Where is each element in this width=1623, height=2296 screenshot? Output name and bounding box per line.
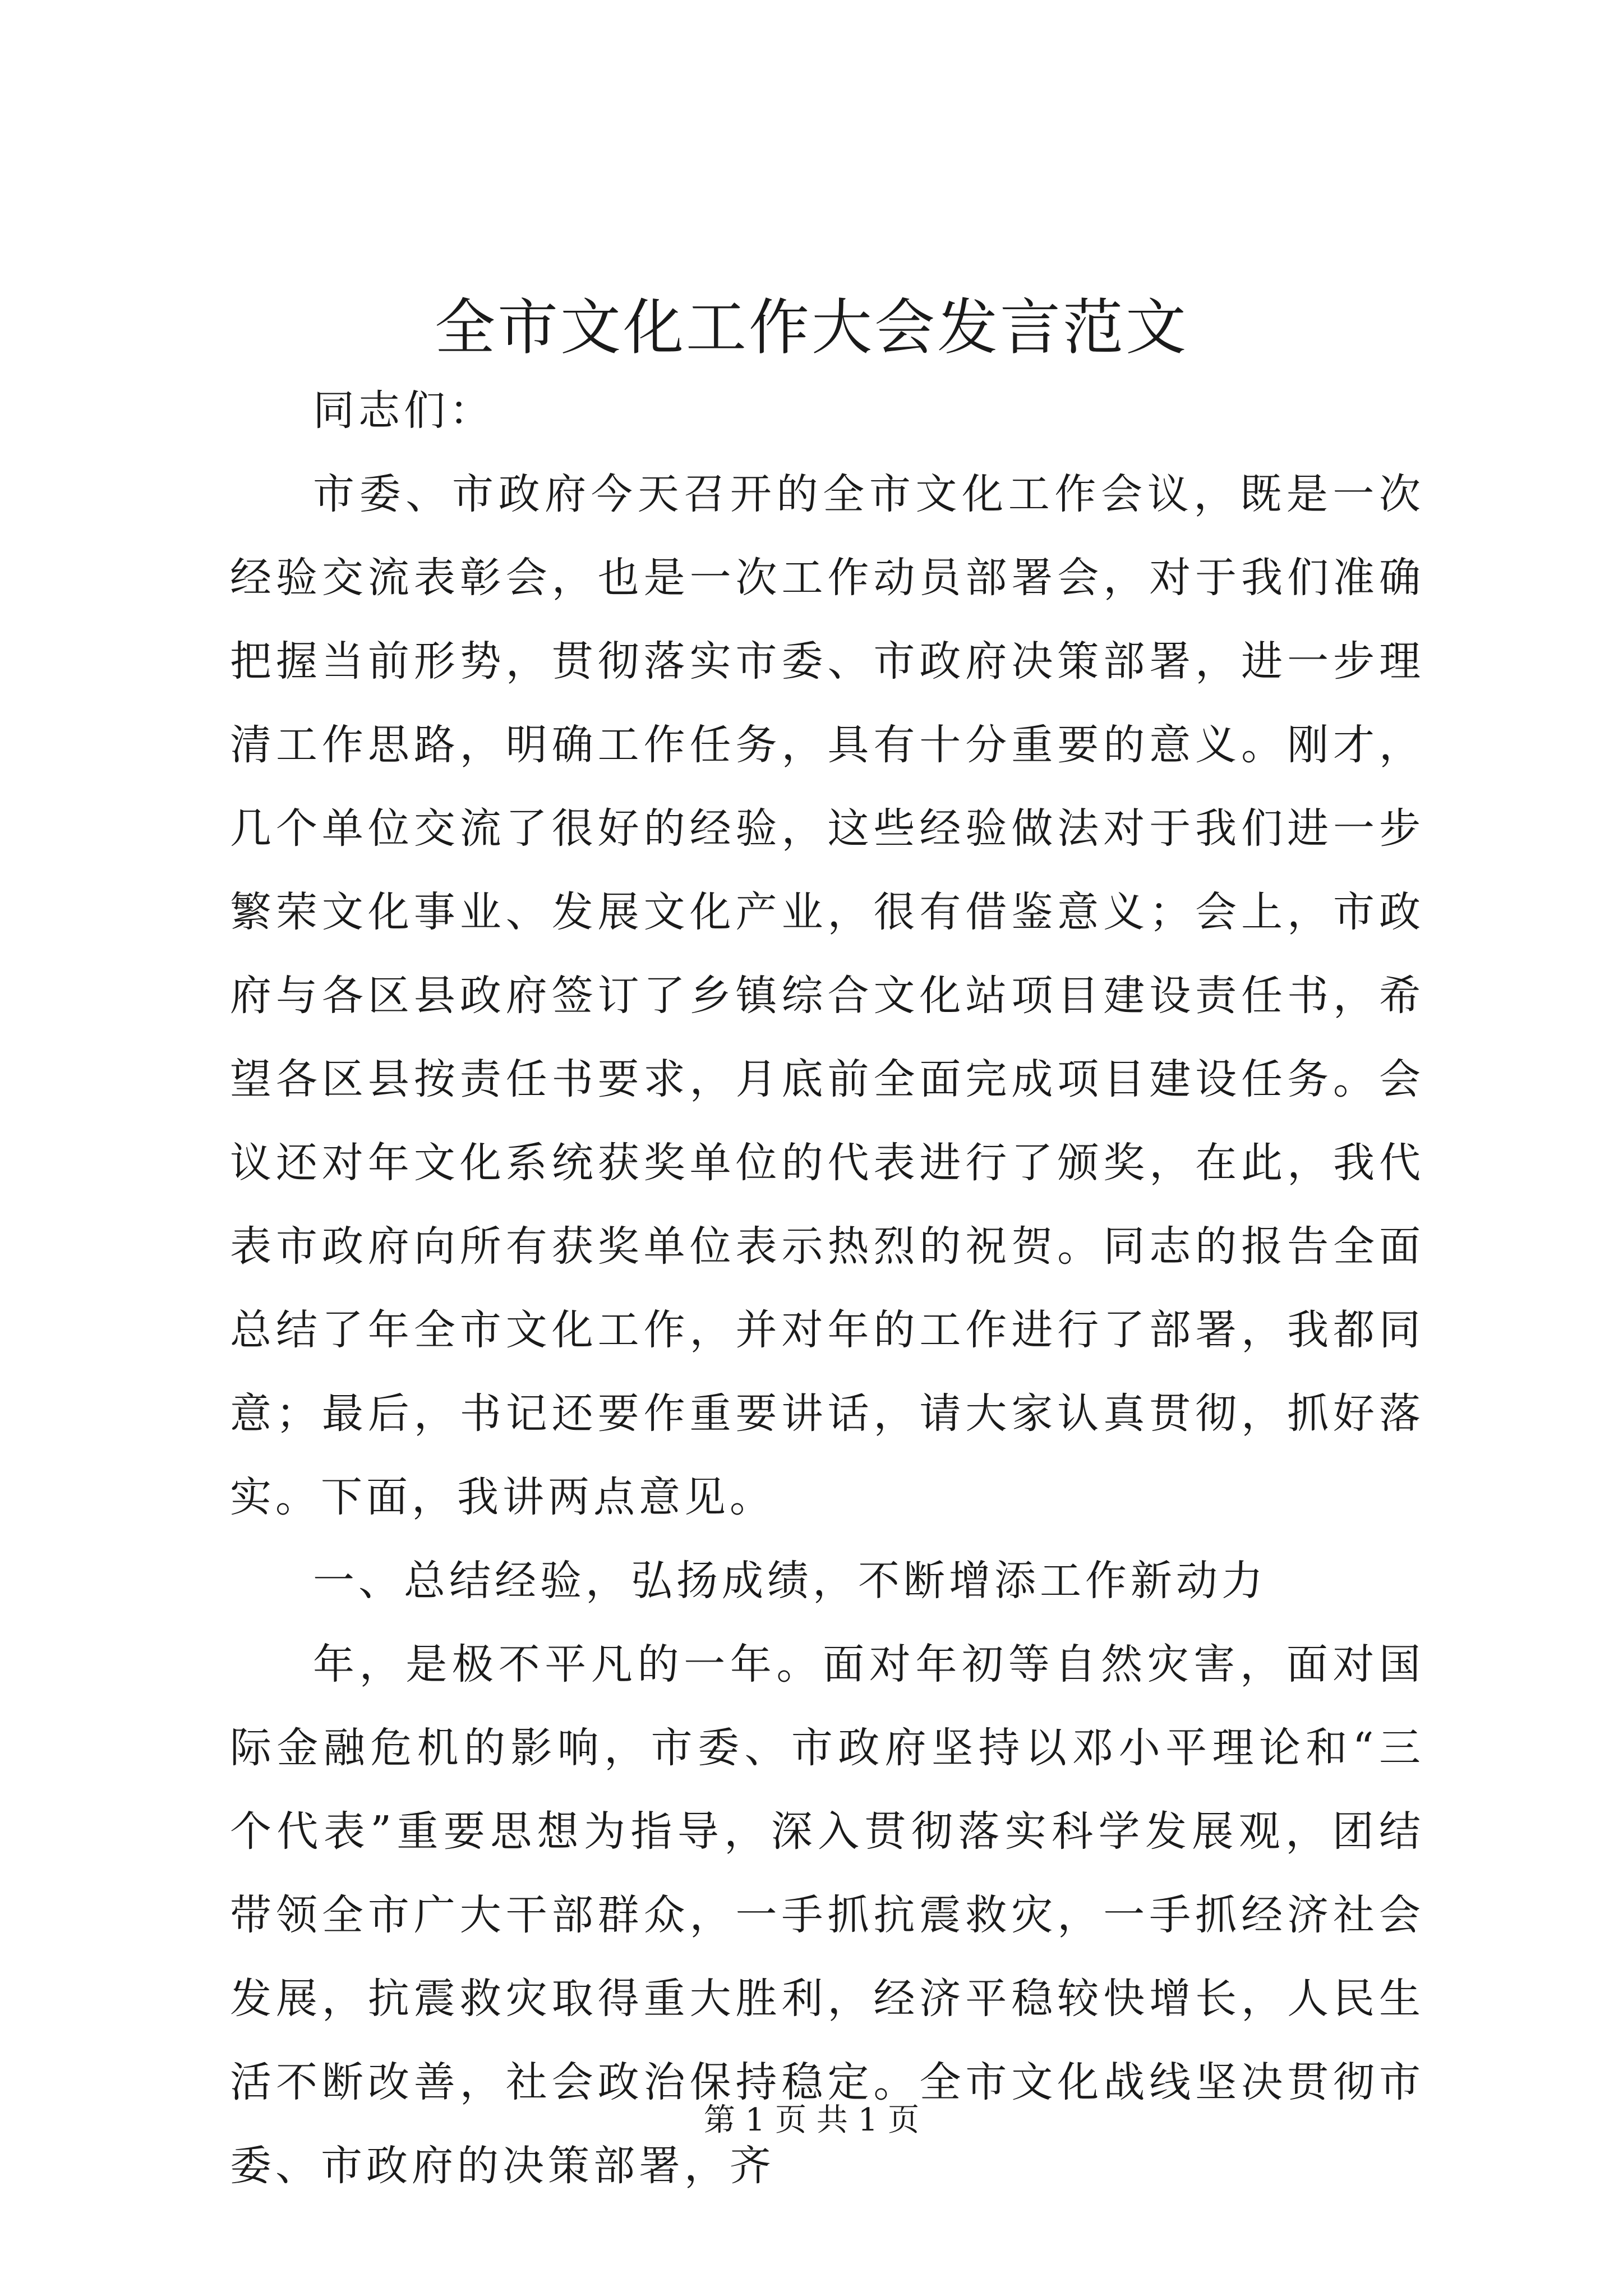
- salutation-paragraph: 同志们：: [313, 386, 495, 435]
- document-title: 全市文化工作大会发言范文: [434, 293, 1188, 363]
- document-body: [230, 369, 1424, 2208]
- section-heading: 一、总结经验，弘扬成绩，不断增添工作新动力: [313, 1557, 1267, 1605]
- page-footer: 第 1 页 共 1 页: [703, 2102, 920, 2138]
- body-paragraph: 市委、市政府今天召开的全市文化工作会议，既是一次经验交流表彰会，也是一次工作动员部署会，对于我们准确把握当前形势，贯彻落实市委、市政府决策部署，进一步理清工作思路，明确工作任务，具有十分重要的意义。刚才，几个单位交流了很好的经验，这些经验做法对于我们进一步繁荣文化事业、发展文化产业，很有借鉴意义；会上，市政府与各区县政府签订了乡镇综合文化站项目建设责任书，希望各区县按责任书要求，月底前全面完成项目建设任务。会议还对年文化系统获奖单位的代表进行了颁奖，在此，我代表市政府向所有获奖单位表示热烈的祝贺。同志的报告全面总结了年全市文化工作，并对年的工作进行了部署，我都同意；最后，书记还要作重要讲话，请大家认真贯彻，抓好落实。下面，我讲两点意见。: [230, 470, 1424, 1521]
- body-paragraph: 年，是极不平凡的一年。面对年初等自然灾害，面对国际金融危机的影响，市委、市政府坚持以邓小平理论和“三个代表”重要思想为指导，深入贯彻落实科学发展观，团结带领全市广大干部群众，一手抓抗震救灾，一手抓经济社会发展，抗震救灾取得重大胜利，经济平稳较快增长，人民生活不断改善，社会政治保持稳定。全市文化战线坚决贯彻市委、市政府的决策部署，齐: [230, 1640, 1424, 2190]
